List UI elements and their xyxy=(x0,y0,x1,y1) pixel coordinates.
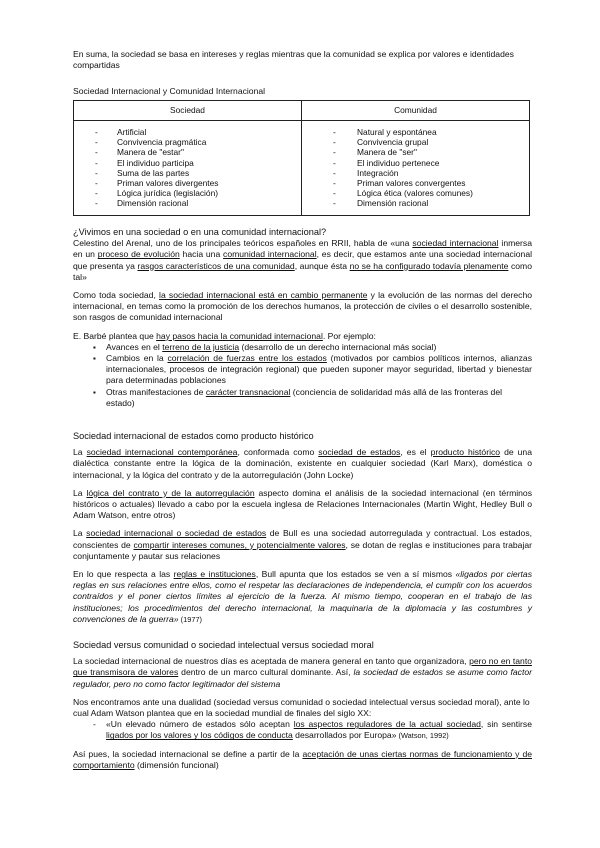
italic-quote: «ligados por ciertas reglas en sus relaciones entre ellos, como el respetar las declaraciones de independencia, el cumplir con los acuerdos contraídos y el poner ciertos límites al ejercicio de la fuerza. Al mismo tiempo, cooperan en el trabajo de las instituciones; los procedimientos del derecho internacional, la maquinaria de la diplomacia y las costumbres y convenciones de la guerra» xyxy=(73,569,532,624)
citation: (1977) xyxy=(178,614,203,624)
text-run: inmersa en un xyxy=(73,238,532,260)
underlined-text: terreno de la justicia xyxy=(162,341,240,352)
citation: (Watson, 1992) xyxy=(396,731,449,741)
paragraph: Nos encontramos ante una dualidad (sociedad versus comunidad o sociedad intelectual versus sociedad moral), ante lo cual Adam Watson plantea que en la sociedad mundial de finales del siglo XX: xyxy=(73,696,530,719)
text-run: , se dotan de reglas e instituciones para trabajar conjuntamente y pautar sus relaciones xyxy=(73,539,533,561)
table-title-block xyxy=(73,86,532,97)
list-item: - Suma de las partes xyxy=(74,168,301,178)
paragraph xyxy=(73,290,532,324)
text-run: (conciencia de solidaridad más allá de las fronteras del estado) xyxy=(106,386,503,408)
paragraph xyxy=(73,488,532,522)
list-item: - Priman valores divergentes xyxy=(74,178,301,188)
text-run: La xyxy=(73,487,87,498)
underlined-text: sociedad de estados xyxy=(318,447,401,458)
text-run: . Por ejemplo: xyxy=(322,330,376,341)
list-item: - Integración xyxy=(302,168,529,178)
list-item: - Priman valores convergentes xyxy=(302,178,529,188)
list-item: - El individuo pertenece xyxy=(302,158,529,168)
text-run: , es decir, que estamos ante una sociedad internacional que presenta ya xyxy=(73,249,533,271)
underlined-text: sociedad internacional xyxy=(412,238,499,249)
comunidad-list xyxy=(302,127,529,209)
list-item: - Manera de "ser" xyxy=(302,147,529,157)
underlined-text: hay pasos hacia la comunidad internacional xyxy=(156,330,323,341)
list-item xyxy=(73,719,532,741)
paragraph xyxy=(73,569,532,625)
list-item: - Convivencia grupal xyxy=(302,137,529,147)
text-run: Otras manifestaciones de xyxy=(106,386,206,397)
text-run: Celestino del Arenal, uno de los principales teóricos españoles en RRII, habla de «una xyxy=(73,238,413,249)
text-run: (dimensión funcional) xyxy=(134,759,219,770)
text-run: (desarrollo de un derecho internacional más social) xyxy=(239,341,437,352)
text-run: Así pues, la sociedad internacional se define a partir de la xyxy=(73,748,303,759)
section-1 xyxy=(73,227,532,409)
list-item: - Natural y espontánea xyxy=(302,127,529,137)
list-item: - Lógica jurídica (legislación) xyxy=(74,188,301,198)
text-run: de una dialéctica constante entre la lógica de la dominación, existente en cualquier sociedad (Karl Marx), doméstica o internacional, y la lógica del contrato y de la autorregulación (John Locke) xyxy=(73,447,532,480)
text-run: «Un elevado número de estados sólo aceptan xyxy=(106,719,294,730)
text-run: dentro de un marco cultural dominante. Así, xyxy=(178,667,354,678)
underlined-text: producto histórico xyxy=(430,447,501,458)
text-run: E. Barbé plantea que xyxy=(73,330,157,341)
text-run: como tal» xyxy=(73,260,532,282)
text-run: Avances en el xyxy=(106,341,163,352)
comparison-table-block xyxy=(73,100,532,216)
underlined-text: pero no en tanto que transmisora de valores xyxy=(73,656,532,678)
list-item xyxy=(73,342,532,353)
section-heading: Sociedad internacional de estados como producto histórico xyxy=(73,431,314,441)
underlined-text: comunidad internacional xyxy=(223,249,317,260)
underlined-text: sociedad internacional contemporánea xyxy=(86,447,238,458)
comparison-table xyxy=(73,100,530,216)
underlined-text: proceso de evolución xyxy=(97,249,180,260)
table-title: Sociedad Internacional y Comunidad Internacional xyxy=(73,86,266,96)
quote-list xyxy=(73,719,532,741)
col-header-sociedad: Sociedad xyxy=(74,101,302,121)
intro-text: En suma, la sociedad se basa en intereses y reglas mientras que la comunidad se explica por valores e identidades compartidas xyxy=(73,49,514,71)
list-item: - Artificial xyxy=(74,127,301,137)
underlined-text: aceptación de unas ciertas normas de funcionamiento y de comportamiento xyxy=(73,748,532,770)
col-comunidad xyxy=(302,121,530,216)
sociedad-list xyxy=(74,127,301,209)
col-sociedad xyxy=(74,121,302,216)
text-run: desarrollados por Europa» xyxy=(292,730,397,741)
text-run: hacia una xyxy=(179,249,224,260)
text-run: En lo que respecta a las xyxy=(73,569,174,580)
italic-text: la sociedad de estados se asume como factor regulador, pero no como factor legitimador del sistema xyxy=(73,667,533,689)
underlined-text: reglas e instituciones xyxy=(173,569,256,580)
list-item: - Manera de "estar" xyxy=(74,147,301,157)
text-run: y la evolución de las normas del derecho internacional, en temas como la promoción de los derechos humanos, la protección de civiles o el desarrollo sostenible, son rasgos de comunidad internacional xyxy=(73,290,532,323)
list-item: - Dimensión racional xyxy=(302,198,529,208)
text-run: , Bull apunta que los estados se ven a sí mismos xyxy=(255,569,456,580)
paragraph xyxy=(73,331,532,342)
list-item: - Dimensión racional xyxy=(74,198,301,208)
paragraph xyxy=(73,749,532,771)
list-item xyxy=(73,353,532,387)
text-run: Cambios en la xyxy=(106,353,168,364)
text-run: , conformada como xyxy=(237,447,319,458)
text-run: , sin sentirse xyxy=(480,719,532,730)
underlined-text: la sociedad internacional está en cambio permanente xyxy=(159,290,368,301)
underlined-text: sociedad internacional o sociedad de estados xyxy=(86,528,267,539)
paragraph xyxy=(73,528,532,562)
paragraph xyxy=(73,238,532,283)
underlined-text: carácter transnacional xyxy=(205,386,291,397)
underlined-text: correlación de fuerzas entre los estados xyxy=(167,353,327,364)
list-item xyxy=(73,387,532,409)
paragraph xyxy=(73,447,532,481)
underlined-text: los aspectos reguladores de la actual sociedad xyxy=(293,719,481,730)
bullet-list xyxy=(73,342,532,409)
section-heading: Sociedad versus comunidad o sociedad intelectual versus sociedad moral xyxy=(73,640,374,650)
text-run: Como toda sociedad, xyxy=(73,290,160,301)
text-run: , aunque ésta xyxy=(294,260,350,271)
intro-paragraph xyxy=(73,49,532,71)
section-2 xyxy=(73,431,532,625)
list-item: - Convivencia pragmática xyxy=(74,137,301,147)
text-run: , es el xyxy=(400,447,431,458)
text-run: aspecto domina el análisis de la sociedad internacional (en términos históricos o actuales) llevado a cabo por la escuela inglesa de Relaciones Internacionales (Martin Wight, Hedley Bull o Adam Watson, entre otros) xyxy=(73,487,532,521)
list-item: - Lógica ética (valores comunes) xyxy=(302,188,529,198)
text-run: La sociedad internacional de nuestros días es aceptada de manera general en tanto que organizadora, xyxy=(73,656,470,667)
col-header-comunidad: Comunidad xyxy=(302,101,530,121)
section-heading: ¿Vivimos en una sociedad o en una comunidad internacional? xyxy=(73,227,327,237)
text-run: La xyxy=(73,528,87,539)
text-run: La xyxy=(73,447,87,458)
underlined-text: rasgos característicos de una comunidad xyxy=(137,260,295,271)
list-item: - El individuo participa xyxy=(74,158,301,168)
underlined-text: no se ha configurado todavía plenamente xyxy=(349,260,509,271)
section-3 xyxy=(73,640,532,771)
underlined-text: ligados por los valores y los códigos de conducta xyxy=(106,730,293,741)
underlined-text: compartir intereses comunes, y potencialmente valores xyxy=(133,539,346,550)
paragraph xyxy=(73,656,532,690)
text-run: (motivados por cambios políticos internos, alianzas internacionales, procesos de integración regional) que pueden suponer mayor seguridad, libertad y bienestar para determinadas poblaciones xyxy=(106,353,532,386)
text-run: de Bull es una sociedad autorregulada y contractual. Los estados, conscientes de xyxy=(73,528,533,550)
underlined-text: lógica del contrato y de la autorregulación xyxy=(86,487,255,498)
